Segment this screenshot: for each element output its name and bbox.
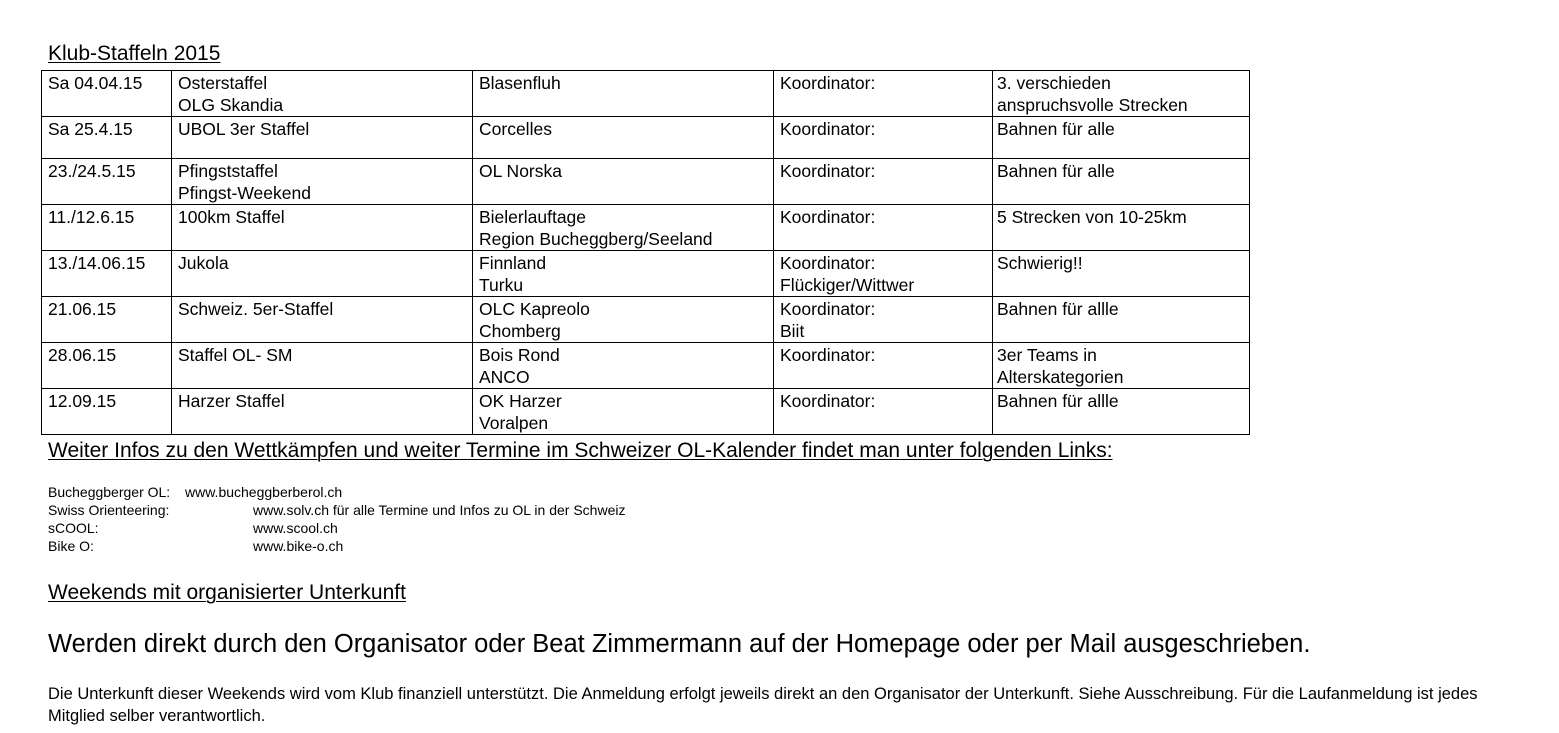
table-row (42, 297, 1250, 343)
location-cell-line: Chomberg (479, 321, 561, 341)
coordinator-cell-line: Koordinator: (780, 391, 876, 411)
table-row (42, 117, 1250, 159)
date-cell (42, 159, 172, 205)
coordinator-cell (774, 159, 993, 205)
event-cell (172, 205, 473, 251)
coordinator-cell (774, 343, 993, 389)
notes-cell-line: Schwierig!! (997, 253, 1083, 273)
link-label: Swiss Orienteering: (48, 502, 170, 518)
location-cell (473, 297, 774, 343)
date-cell (42, 343, 172, 389)
date-cell (42, 205, 172, 251)
events-table (41, 70, 1250, 435)
date-cell-text: 23./24.5.15 (48, 161, 136, 181)
event-cell (172, 71, 473, 117)
coordinator-cell-line: Koordinator: (780, 299, 876, 319)
infos-heading: Weiter Infos zu den Wettkämpfen und weiter Termine im Schweizer OL-Kalender findet man unter folgenden Links: (48, 439, 1113, 462)
location-cell (473, 117, 774, 159)
event-cell-line: Staffel OL- SM (178, 345, 293, 365)
location-cell (473, 251, 774, 297)
link-url[interactable]: www.solv.ch für alle Termine und Infos zu OL in der Schweiz (253, 502, 626, 518)
location-cell-line: Bois Rond (479, 345, 560, 365)
notes-cell (993, 159, 1250, 205)
date-cell (42, 251, 172, 297)
notes-cell-line: Bahnen für alle (997, 119, 1115, 139)
event-cell-line: Harzer Staffel (178, 391, 285, 411)
notes-cell-line: Bahnen für alle (997, 161, 1115, 181)
location-cell-line: Region Bucheggberg/Seeland (479, 229, 713, 249)
coordinator-cell (774, 117, 993, 159)
event-cell-line: Schweiz. 5er-Staffel (178, 299, 334, 319)
location-cell-line: Turku (479, 275, 524, 295)
location-cell (473, 343, 774, 389)
link-label: sCOOL: (48, 520, 99, 536)
coordinator-cell-line: Koordinator: (780, 207, 876, 227)
event-cell-line: UBOL 3er Staffel (178, 119, 310, 139)
date-cell-text: 28.06.15 (48, 345, 117, 365)
location-cell (473, 205, 774, 251)
weekends-paragraph: Die Unterkunft dieser Weekends wird vom Klub finanziell unterstützt. Die Anmeldung erfolgt jeweils direkt an den Organisator der Unterkunft. Siehe Ausschreibung. Für die Laufanmeldung ist jedes Mitglied selber verantwortlich. (48, 685, 1478, 725)
event-cell-line: 100km Staffel (178, 207, 285, 227)
notes-cell (993, 71, 1250, 117)
event-cell-line: Pfingst-Weekend (178, 183, 311, 203)
event-cell (172, 159, 473, 205)
notes-cell (993, 343, 1250, 389)
location-cell (473, 71, 774, 117)
weekends-announcement: Werden direkt durch den Organisator oder Beat Zimmermann auf der Homepage oder per Mail ausgeschrieben. (48, 630, 1311, 658)
location-cell-line: Corcelles (479, 119, 552, 139)
notes-cell-line: Alterskategorien (997, 367, 1124, 387)
location-cell-line: ANCO (479, 367, 530, 387)
date-cell-text: 11./12.6.15 (48, 207, 135, 227)
date-cell (42, 71, 172, 117)
date-cell (42, 117, 172, 159)
coordinator-cell (774, 389, 993, 435)
location-cell-line: Finnland (479, 253, 547, 273)
notes-cell-line: 5 Strecken von 10-25km (997, 207, 1187, 227)
page-title: Klub-Staffeln 2015 (48, 42, 221, 65)
notes-cell-line: 3er Teams in (997, 345, 1097, 365)
coordinator-cell-line: Flückiger/Wittwer (780, 275, 915, 295)
location-cell-line: OK Harzer (479, 391, 562, 411)
date-cell (42, 297, 172, 343)
notes-cell-line: Bahnen für allle (997, 391, 1119, 411)
link-url[interactable]: www.scool.ch (253, 520, 338, 536)
event-cell (172, 117, 473, 159)
date-cell-text: 12.09.15 (48, 391, 117, 411)
event-cell (172, 389, 473, 435)
event-cell-line: Jukola (178, 253, 229, 273)
notes-cell (993, 297, 1250, 343)
coordinator-cell (774, 297, 993, 343)
date-cell-text: Sa 25.4.15 (48, 119, 133, 139)
location-cell-line: OLC Kapreolo (479, 299, 590, 319)
coordinator-cell-line: Koordinator: (780, 119, 876, 139)
notes-cell (993, 117, 1250, 159)
event-cell-line: Osterstaffel (178, 73, 268, 93)
location-cell-line: Voralpen (479, 413, 549, 433)
coordinator-cell-line: Koordinator: (780, 345, 876, 365)
table-row (42, 71, 1250, 117)
location-cell-line: Bielerlauftage (479, 207, 587, 227)
coordinator-cell-line: Koordinator: (780, 161, 876, 181)
notes-cell-line: Bahnen für allle (997, 299, 1119, 319)
coordinator-cell (774, 205, 993, 251)
link-label: Bike O: (48, 538, 94, 554)
table-row (42, 205, 1250, 251)
event-cell (172, 343, 473, 389)
coordinator-cell (774, 251, 993, 297)
table-row (42, 251, 1250, 297)
table-row (42, 159, 1250, 205)
events-table-body (42, 71, 1250, 435)
date-cell-text: Sa 04.04.15 (48, 73, 143, 93)
notes-cell (993, 205, 1250, 251)
date-cell-text: 13./14.06.15 (48, 253, 146, 273)
date-cell-text: 21.06.15 (48, 299, 117, 319)
table-row (42, 343, 1250, 389)
location-cell (473, 389, 774, 435)
location-cell (473, 159, 774, 205)
location-cell-line: Blasenfluh (479, 73, 561, 93)
date-cell (42, 389, 172, 435)
notes-cell (993, 251, 1250, 297)
coordinator-cell-line: Koordinator: (780, 73, 876, 93)
coordinator-cell (774, 71, 993, 117)
event-cell-line: Pfingststaffel (178, 161, 278, 181)
location-cell-line: OL Norska (479, 161, 562, 181)
link-label: Bucheggberger OL: (48, 484, 171, 500)
notes-cell-line: anspruchsvolle Strecken (997, 95, 1188, 115)
coordinator-cell-line: Biit (780, 321, 805, 341)
table-row (42, 389, 1250, 435)
link-url[interactable]: www.bucheggberberol.ch (185, 484, 343, 500)
event-cell (172, 251, 473, 297)
coordinator-cell-line: Koordinator: (780, 253, 876, 273)
event-cell (172, 297, 473, 343)
notes-cell (993, 389, 1250, 435)
notes-cell-line: 3. verschieden (997, 73, 1111, 93)
weekends-heading: Weekends mit organisierter Unterkunft (48, 581, 406, 604)
link-url[interactable]: www.bike-o.ch (253, 538, 344, 554)
event-cell-line: OLG Skandia (178, 95, 284, 115)
